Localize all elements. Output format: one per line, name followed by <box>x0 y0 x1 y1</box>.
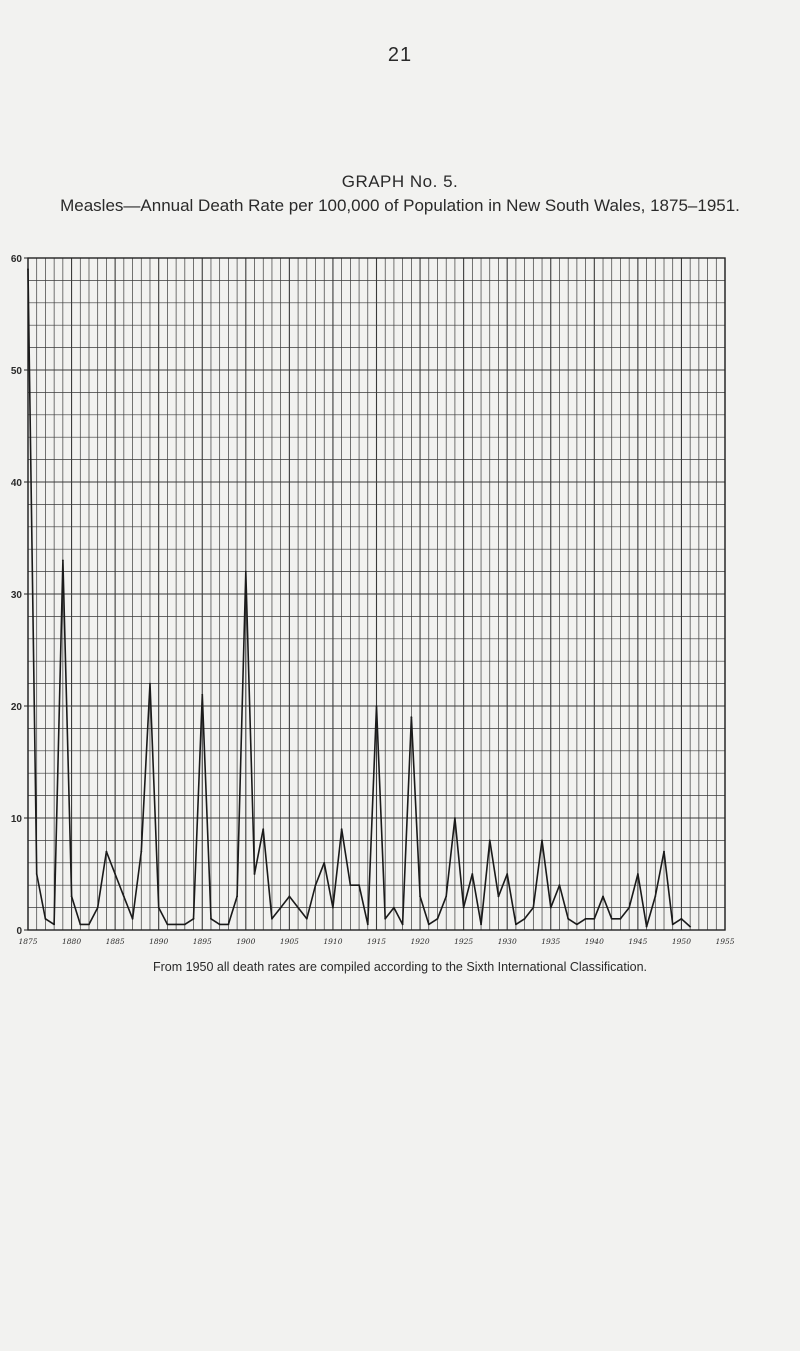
y-tick-label: 30 <box>10 590 22 601</box>
chart-footnote: From 1950 all death rates are compiled according to the Sixth International Classification. <box>152 960 647 974</box>
x-tick-label: 1945 <box>628 937 648 946</box>
data-point <box>376 705 378 707</box>
data-point <box>262 828 264 830</box>
data-point <box>393 907 395 909</box>
data-point <box>288 896 290 898</box>
graph-title: GRAPH No. 5. <box>341 172 459 191</box>
data-point <box>410 716 412 718</box>
x-tick-label: 1885 <box>105 937 125 946</box>
data-point <box>71 896 73 898</box>
data-point <box>227 924 229 926</box>
data-point <box>524 918 526 920</box>
x-tick-label: 1905 <box>279 937 299 946</box>
data-point <box>515 924 517 926</box>
x-tick-label: 1880 <box>62 937 82 946</box>
data-point <box>358 884 360 886</box>
data-point <box>106 851 108 853</box>
data-point <box>628 907 630 909</box>
data-point <box>402 924 404 926</box>
data-point <box>506 873 508 875</box>
data-point <box>62 560 64 562</box>
data-point <box>602 896 604 898</box>
data-point <box>236 896 238 898</box>
data-point <box>175 924 177 926</box>
y-tick-label: 10 <box>10 814 22 825</box>
x-tick-label: 1895 <box>192 937 212 946</box>
data-point <box>654 896 656 898</box>
data-point <box>672 924 674 926</box>
data-point <box>149 683 151 685</box>
data-point <box>167 924 169 926</box>
graph-subtitle: Measles—Annual Death Rate per 100,000 of Population in New South Wales, 1875–1951. <box>60 196 740 215</box>
data-point <box>541 840 543 842</box>
data-point <box>306 918 308 920</box>
data-point <box>254 873 256 875</box>
data-point <box>245 571 247 573</box>
y-tick-label: 60 <box>10 254 22 265</box>
x-tick-label: 1900 <box>236 937 256 946</box>
data-point <box>550 907 552 909</box>
data-point <box>689 926 691 928</box>
data-point <box>463 907 465 909</box>
data-point <box>454 817 456 819</box>
data-point <box>681 918 683 920</box>
data-point <box>27 268 29 270</box>
x-tick-label: 1875 <box>18 937 38 946</box>
data-point <box>271 918 273 920</box>
data-point <box>280 907 282 909</box>
data-point <box>53 924 55 926</box>
data-point <box>576 924 578 926</box>
data-point <box>471 873 473 875</box>
data-point <box>219 924 221 926</box>
data-point <box>97 907 99 909</box>
x-tick-label: 1950 <box>671 937 691 946</box>
data-point <box>201 694 203 696</box>
data-point <box>132 918 134 920</box>
data-point <box>428 924 430 926</box>
y-tick-label: 40 <box>10 478 22 489</box>
y-tick-label: 0 <box>16 926 22 937</box>
data-point <box>123 896 125 898</box>
data-point <box>158 907 160 909</box>
data-point <box>663 851 665 853</box>
x-tick-label: 1890 <box>149 937 169 946</box>
data-point <box>585 918 587 920</box>
x-tick-label: 1925 <box>454 937 474 946</box>
data-point <box>480 924 482 926</box>
data-point <box>315 884 317 886</box>
data-point <box>559 884 561 886</box>
data-point <box>349 884 351 886</box>
x-tick-label: 1935 <box>541 937 561 946</box>
data-point <box>532 907 534 909</box>
data-point <box>419 896 421 898</box>
data-point <box>567 918 569 920</box>
data-point <box>36 873 38 875</box>
page-number: 21 <box>387 44 413 66</box>
x-tick-label: 1915 <box>366 937 387 946</box>
data-point <box>323 862 325 864</box>
data-point <box>140 851 142 853</box>
x-tick-label: 1910 <box>323 937 343 946</box>
data-point <box>193 918 195 920</box>
data-point <box>611 918 613 920</box>
chart-axes <box>11 254 735 946</box>
data-point <box>367 924 369 926</box>
data-point <box>498 896 500 898</box>
x-tick-label: 1930 <box>497 937 517 946</box>
data-point <box>637 873 639 875</box>
data-point <box>445 896 447 898</box>
y-tick-label: 50 <box>10 366 22 377</box>
y-tick-label: 20 <box>10 702 22 713</box>
data-point <box>489 840 491 842</box>
data-point <box>332 907 334 909</box>
x-tick-label: 1920 <box>410 937 430 946</box>
data-point <box>646 926 648 928</box>
data-point <box>114 873 116 875</box>
data-point <box>384 918 386 920</box>
data-point <box>593 918 595 920</box>
data-point <box>79 924 81 926</box>
x-tick-label: 1955 <box>715 937 735 946</box>
data-point <box>437 918 439 920</box>
data-point <box>297 907 299 909</box>
data-point <box>45 918 47 920</box>
data-point <box>184 924 186 926</box>
x-tick-label: 1940 <box>584 937 604 946</box>
data-point <box>88 924 90 926</box>
chart-grid <box>28 258 725 930</box>
data-point <box>210 918 212 920</box>
data-point <box>620 918 622 920</box>
data-point <box>341 828 343 830</box>
